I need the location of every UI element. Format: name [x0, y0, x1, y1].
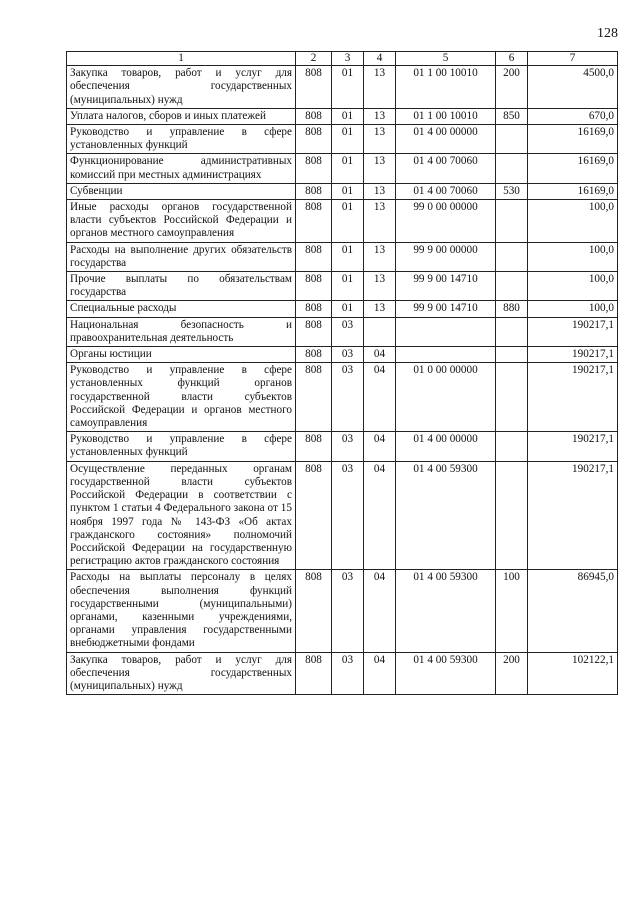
- cell-ved: 808: [296, 301, 332, 317]
- cell-csr: [396, 317, 496, 346]
- cell-pr: 04: [364, 347, 396, 363]
- cell-ved: 808: [296, 272, 332, 301]
- cell-sum: 100,0: [528, 200, 618, 243]
- cell-csr: 01 1 00 10010: [396, 108, 496, 124]
- cell-ved: 808: [296, 461, 332, 570]
- cell-ved: 808: [296, 66, 332, 109]
- cell-name: Расходы на выплаты персоналу в целях обеспечения выполнения функций государственными (муниципальными) органами, казенными учреждениями, органами управления государственными внебюджетными фондами: [67, 570, 296, 652]
- cell-name: Функционирование административных комиссий при местных администрациях: [67, 154, 296, 183]
- cell-vr: [496, 363, 528, 432]
- header-cell: 3: [332, 52, 364, 66]
- table-row: [67, 461, 618, 570]
- cell-ved: 808: [296, 125, 332, 154]
- header-row: [67, 52, 618, 66]
- cell-ved: 808: [296, 570, 332, 652]
- cell-sum: 100,0: [528, 301, 618, 317]
- cell-csr: 01 4 00 59300: [396, 461, 496, 570]
- cell-vr: [496, 317, 528, 346]
- cell-sum: 100,0: [528, 272, 618, 301]
- cell-sum: 86945,0: [528, 570, 618, 652]
- table-row: [67, 432, 618, 461]
- cell-pr: 13: [364, 183, 396, 199]
- cell-csr: 01 4 00 59300: [396, 652, 496, 695]
- cell-sum: 16169,0: [528, 183, 618, 199]
- cell-sum: 16169,0: [528, 154, 618, 183]
- cell-rz: 03: [332, 570, 364, 652]
- cell-vr: 850: [496, 108, 528, 124]
- cell-name: Прочие выплаты по обязательствам государства: [67, 272, 296, 301]
- table-row: [67, 301, 618, 317]
- cell-ved: 808: [296, 108, 332, 124]
- cell-pr: 13: [364, 154, 396, 183]
- cell-name: Органы юстиции: [67, 347, 296, 363]
- cell-rz: 01: [332, 272, 364, 301]
- table-row: [67, 66, 618, 109]
- cell-name: Осуществление переданных органам государственной власти субъектов Российской Федерации в соответствии с пунктом 1 статьи 4 Федерального закона от 15 ноября 1997 года № 143-ФЗ «Об актах гражданского состояния» полномочий Российской Федерации на государственную регистрацию актов гражданского состояния: [67, 461, 296, 570]
- cell-pr: 13: [364, 125, 396, 154]
- cell-name: Закупка товаров, работ и услуг для обеспечения государственных (муниципальных) нужд: [67, 66, 296, 109]
- cell-rz: 01: [332, 200, 364, 243]
- cell-name: Руководство и управление в сфере установленных функций: [67, 432, 296, 461]
- cell-vr: [496, 242, 528, 271]
- cell-vr: 200: [496, 66, 528, 109]
- cell-csr: 01 4 00 00000: [396, 125, 496, 154]
- cell-pr: 04: [364, 363, 396, 432]
- cell-pr: 13: [364, 242, 396, 271]
- cell-name: Специальные расходы: [67, 301, 296, 317]
- cell-sum: 190217,1: [528, 432, 618, 461]
- cell-pr: 13: [364, 272, 396, 301]
- cell-csr: 01 1 00 10010: [396, 66, 496, 109]
- cell-rz: 01: [332, 183, 364, 199]
- cell-csr: 99 9 00 14710: [396, 301, 496, 317]
- header-cell: 6: [496, 52, 528, 66]
- cell-vr: [496, 432, 528, 461]
- cell-ved: 808: [296, 652, 332, 695]
- cell-csr: 01 4 00 59300: [396, 570, 496, 652]
- cell-rz: 03: [332, 432, 364, 461]
- cell-ved: 808: [296, 200, 332, 243]
- cell-name: Уплата налогов, сборов и иных платежей: [67, 108, 296, 124]
- cell-name: Руководство и управление в сфере установленных функций органов государственной власти субъектов Российской Федерации и органов местного самоуправления: [67, 363, 296, 432]
- cell-pr: 04: [364, 570, 396, 652]
- table-row: [67, 363, 618, 432]
- cell-rz: 01: [332, 242, 364, 271]
- cell-sum: 190217,1: [528, 363, 618, 432]
- cell-vr: 880: [496, 301, 528, 317]
- cell-vr: 100: [496, 570, 528, 652]
- cell-vr: 530: [496, 183, 528, 199]
- header-cell: 1: [67, 52, 296, 66]
- cell-sum: 100,0: [528, 242, 618, 271]
- table-row: [67, 570, 618, 652]
- table-row: [67, 125, 618, 154]
- cell-pr: [364, 317, 396, 346]
- cell-rz: 01: [332, 125, 364, 154]
- page-number: 128: [597, 26, 618, 41]
- header-cell: 2: [296, 52, 332, 66]
- cell-sum: 670,0: [528, 108, 618, 124]
- cell-sum: 190217,1: [528, 317, 618, 346]
- table-row: [67, 154, 618, 183]
- table-row: [67, 242, 618, 271]
- cell-csr: 99 0 00 00000: [396, 200, 496, 243]
- cell-rz: 01: [332, 66, 364, 109]
- cell-ved: 808: [296, 183, 332, 199]
- cell-rz: 03: [332, 652, 364, 695]
- header-cell: 7: [528, 52, 618, 66]
- cell-pr: 04: [364, 461, 396, 570]
- cell-ved: 808: [296, 154, 332, 183]
- cell-rz: 03: [332, 317, 364, 346]
- cell-csr: 01 4 00 00000: [396, 432, 496, 461]
- header-cell: 5: [396, 52, 496, 66]
- cell-rz: 03: [332, 347, 364, 363]
- cell-name: Субвенции: [67, 183, 296, 199]
- cell-rz: 01: [332, 108, 364, 124]
- cell-sum: 190217,1: [528, 347, 618, 363]
- cell-pr: 04: [364, 652, 396, 695]
- table-row: [67, 183, 618, 199]
- table-row: [67, 317, 618, 346]
- cell-ved: 808: [296, 242, 332, 271]
- cell-csr: 99 9 00 00000: [396, 242, 496, 271]
- cell-pr: 04: [364, 432, 396, 461]
- cell-rz: 03: [332, 461, 364, 570]
- cell-name: Руководство и управление в сфере установленных функций: [67, 125, 296, 154]
- cell-ved: 808: [296, 363, 332, 432]
- table-row: [67, 272, 618, 301]
- cell-name: Иные расходы органов государственной власти субъектов Российской Федерации и органов местного самоуправления: [67, 200, 296, 243]
- header-cell: 4: [364, 52, 396, 66]
- cell-vr: 200: [496, 652, 528, 695]
- cell-pr: 13: [364, 301, 396, 317]
- cell-ved: 808: [296, 432, 332, 461]
- cell-pr: 13: [364, 200, 396, 243]
- cell-vr: [496, 125, 528, 154]
- cell-csr: 99 9 00 14710: [396, 272, 496, 301]
- cell-csr: 01 0 00 00000: [396, 363, 496, 432]
- cell-ved: 808: [296, 347, 332, 363]
- cell-vr: [496, 154, 528, 183]
- table-row: [67, 108, 618, 124]
- table-row: [67, 200, 618, 243]
- cell-sum: 102122,1: [528, 652, 618, 695]
- cell-sum: 4500,0: [528, 66, 618, 109]
- cell-name: Национальная безопасность и правоохранительная деятельность: [67, 317, 296, 346]
- cell-name: Расходы на выполнение других обязательств государства: [67, 242, 296, 271]
- cell-csr: 01 4 00 70060: [396, 154, 496, 183]
- cell-sum: 190217,1: [528, 461, 618, 570]
- budget-table: [66, 51, 618, 695]
- cell-csr: [396, 347, 496, 363]
- cell-pr: 13: [364, 108, 396, 124]
- cell-vr: [496, 272, 528, 301]
- table-row: [67, 347, 618, 363]
- cell-vr: [496, 461, 528, 570]
- cell-vr: [496, 200, 528, 243]
- cell-rz: 01: [332, 301, 364, 317]
- cell-pr: 13: [364, 66, 396, 109]
- cell-ved: 808: [296, 317, 332, 346]
- cell-rz: 01: [332, 154, 364, 183]
- cell-name: Закупка товаров, работ и услуг для обеспечения государственных (муниципальных) нужд: [67, 652, 296, 695]
- table-row: [67, 652, 618, 695]
- cell-rz: 03: [332, 363, 364, 432]
- cell-sum: 16169,0: [528, 125, 618, 154]
- cell-vr: [496, 347, 528, 363]
- cell-csr: 01 4 00 70060: [396, 183, 496, 199]
